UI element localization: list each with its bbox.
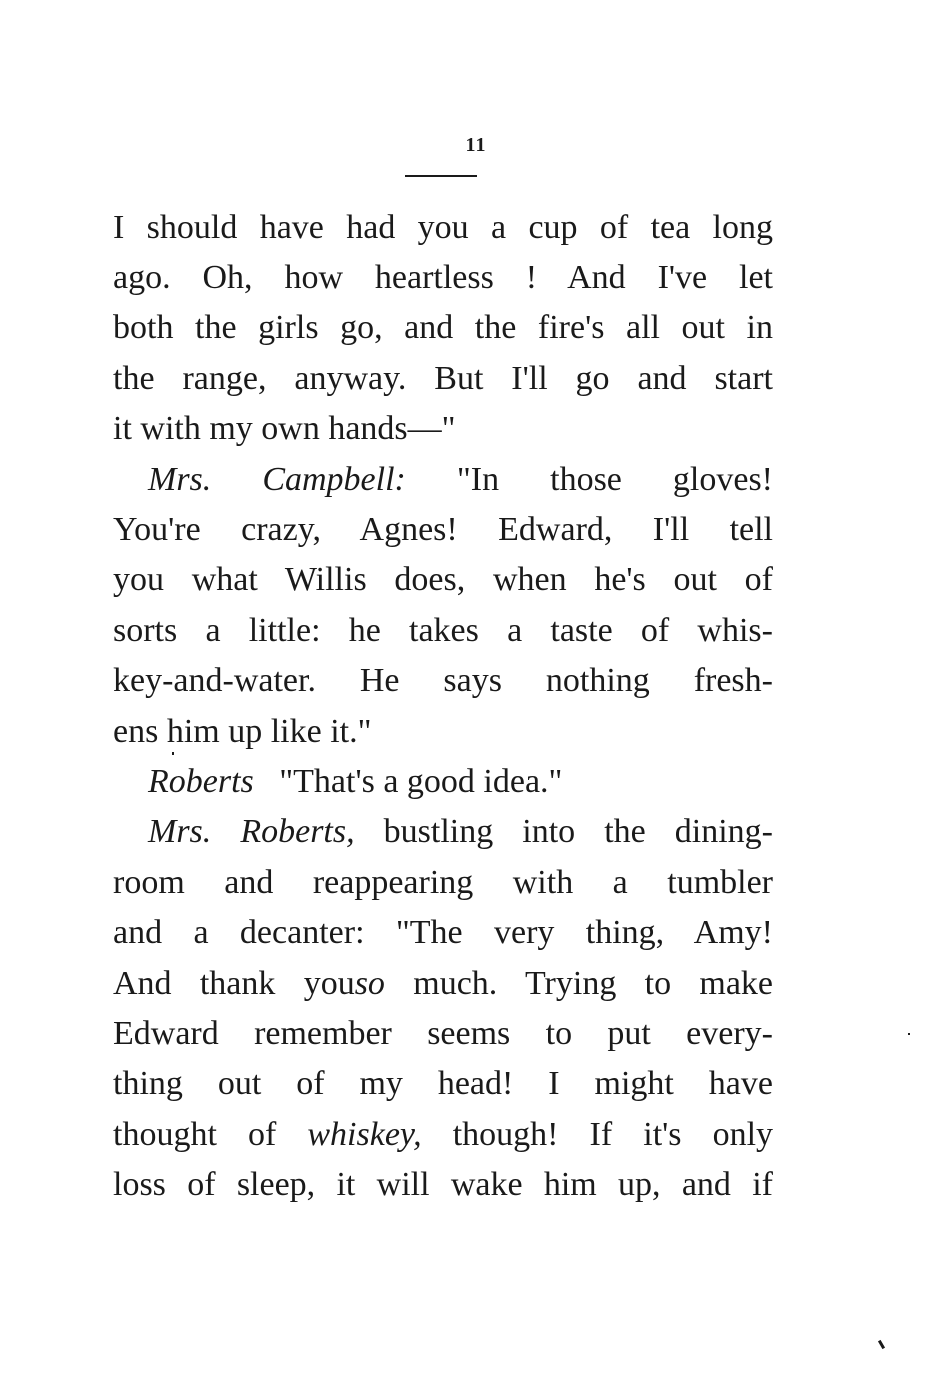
text-line: key-and-water. He says nothing fresh- — [113, 662, 773, 699]
page-number: 11 — [465, 134, 487, 156]
text-line: both the girls go, and the fire's all out in — [113, 309, 773, 346]
dialogue-text: bustling into the dining- — [383, 813, 774, 850]
text-segment: though! If it's only — [452, 1116, 774, 1153]
text-line: it with my own hands—" — [113, 410, 456, 447]
text-line: loss of sleep, it will wake him up, and if — [113, 1166, 773, 1203]
text-line: Edward remember seems to put every- — [113, 1015, 773, 1052]
speaker-name: Mrs. Campbell: — [148, 461, 406, 498]
ink-speck — [878, 1340, 885, 1349]
header-rule — [405, 175, 477, 177]
text-line: you what Willis does, when he's out of — [113, 561, 773, 598]
dialogue-line — [148, 454, 773, 505]
text-line — [113, 958, 773, 1009]
ink-speck — [172, 752, 174, 755]
dialogue-text: "In those gloves! — [456, 461, 774, 498]
ink-speck — [908, 1033, 910, 1035]
speaker-name: Mrs. Roberts, — [148, 813, 355, 850]
speaker-name: Roberts — [148, 763, 254, 800]
text-segment: much. Trying to make — [413, 965, 774, 1002]
text-line: ens him up like it." — [113, 713, 372, 750]
text-line: the range, anyway. But I'll go and start — [113, 360, 773, 397]
text-line — [113, 1109, 773, 1160]
dialogue-line — [148, 806, 773, 857]
emphasis-word: so — [354, 965, 385, 1002]
dialogue-text: "That's a good idea." — [279, 763, 563, 800]
text-line: ago. Oh, how heartless ! And I've let — [113, 259, 773, 296]
text-line: I should have had you a cup of tea long — [113, 209, 773, 246]
emphasis-word: whiskey, — [307, 1116, 422, 1153]
text-segment: And thank you — [113, 965, 355, 1002]
text-line: and a decanter: "The very thing, Amy! — [113, 914, 773, 951]
text-segment: thought of — [113, 1116, 277, 1153]
text-line: room and reappearing with a tumbler — [113, 864, 773, 901]
text-line: sorts a little: he takes a taste of whis- — [113, 612, 773, 649]
text-line: thing out of my head! I might have — [113, 1065, 773, 1102]
dialogue-line — [148, 756, 773, 807]
text-line: You're crazy, Agnes! Edward, I'll tell — [113, 511, 773, 548]
